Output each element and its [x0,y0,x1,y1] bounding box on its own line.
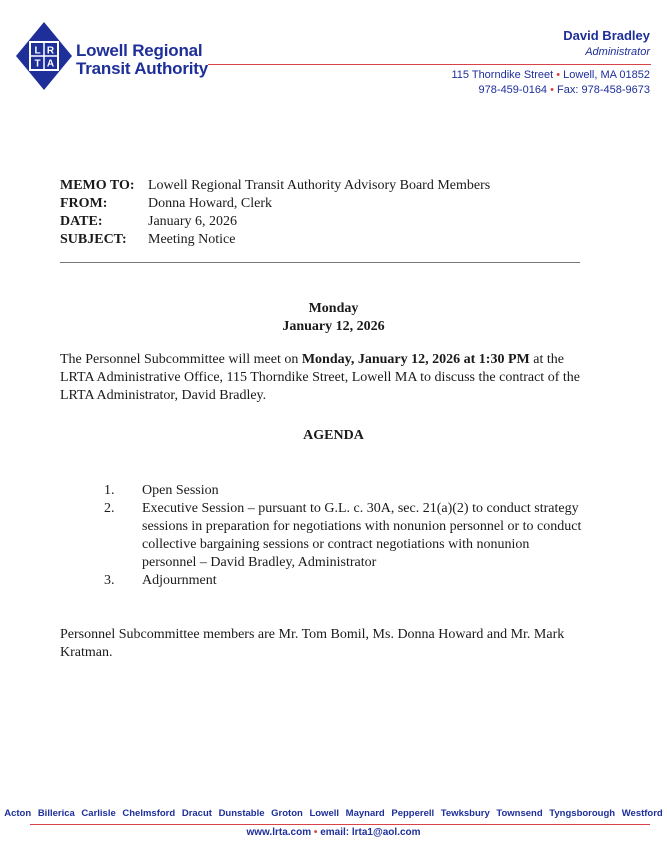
org-name-line1: Lowell Regional [76,41,203,60]
meeting-date: January 12, 2026 [282,319,385,334]
memo-to-value: Lowell Regional Transit Authority Advisory Board Members [148,178,491,193]
meeting-description [60,351,600,405]
members-note: Personnel Subcommittee members are Mr. Tom Bomil, Ms. Donna Howard and Mr. Mark Kratman. [60,627,565,660]
town-name: Dunstable [218,808,265,819]
agenda-item-number: 2. [104,501,115,516]
administrator-name: David Bradley [563,28,650,43]
administrator-block [563,28,650,59]
footer-divider [30,824,650,825]
memo-subject-row [60,231,490,249]
town-name: Carlisle [81,808,116,819]
org-name-line2: Transit Authority [76,59,208,78]
memo-date-value: January 6, 2026 [148,214,238,229]
svg-text:T: T [34,58,41,70]
meeting-when: Monday, January 12, 2026 at 1:30 PM [301,352,530,367]
town-name: Townsend [496,808,543,819]
administrator-title: Administrator [585,46,650,58]
svg-text:R: R [46,45,55,57]
separator-dot: • [313,827,318,838]
memo-date-row [60,213,490,231]
separator-dot: • [556,69,561,81]
meeting-intro: The Personnel Subcommittee will meet on [60,352,302,367]
contact-address [451,68,650,98]
agenda-item-number: 1. [104,483,115,498]
meeting-date-heading [0,300,667,336]
agenda-item [104,500,604,572]
town-name: Pepperell [391,808,435,819]
town-name: Acton [4,808,32,819]
meeting-location: at the LRTA Administrative Office, 115 Thorndike Street, Lowell MA to discuss the contract of the LRTA Administrator, David Bradley. [60,352,580,403]
website-link[interactable]: www.lrta.com [246,827,312,838]
memo-divider [60,262,580,263]
town-name: Maynard [345,808,385,819]
memo-from-row [60,195,490,213]
lrta-logo-icon [14,20,74,92]
svg-text:L: L [34,45,41,57]
fax-number: Fax: 978-458-9673 [557,84,650,96]
town-name: Chelmsford [122,808,176,819]
agenda-list [104,482,604,590]
svg-text:A: A [46,58,55,70]
separator-dot: • [550,84,554,96]
memo-to-label: MEMO TO: [60,178,135,193]
agenda-item-text: Adjournment [142,573,217,588]
memo-from-label: FROM: [60,196,108,211]
footer-towns [0,808,667,819]
town-name: Tyngsborough [549,808,616,819]
meeting-day: Monday [308,301,359,316]
organization-name [76,42,208,78]
memo-subject-label: SUBJECT: [60,232,127,247]
agenda-item-number: 3. [104,573,115,588]
town-name: Westford [621,808,663,819]
town-name: Billerica [37,808,75,819]
memo-header [60,177,490,249]
town-name: Dracut [181,808,212,819]
memo-to-row [60,177,490,195]
phone-number: 978-459-0164 [478,84,548,96]
agenda-title: AGENDA [303,428,364,443]
town-name: Tewksbury [440,808,490,819]
address-city: Lowell, MA 01852 [563,69,650,81]
town-name: Lowell [309,808,340,819]
address-street: 115 Thorndike Street [451,69,554,81]
email-link[interactable]: email: lrta1@aol.com [320,827,421,838]
agenda-item [104,572,604,590]
agenda-item [104,482,604,500]
memo-from-value: Donna Howard, Clerk [148,196,273,211]
footer-contact [0,827,667,838]
memo-date-label: DATE: [60,214,103,229]
agenda-item-text: Executive Session – pursuant to G.L. c. 30A, sec. 21(a)(2) to conduct strategy sessions in preparation for negotiations with nonunion personnel or to conduct collective bargaining sessions or contract negotiations with nonunion personnel – David Bradley, Administrator [142,501,582,570]
memo-subject-value: Meeting Notice [148,232,236,247]
agenda-item-text: Open Session [142,483,219,498]
town-name: Groton [271,808,303,819]
header-divider [208,64,651,65]
